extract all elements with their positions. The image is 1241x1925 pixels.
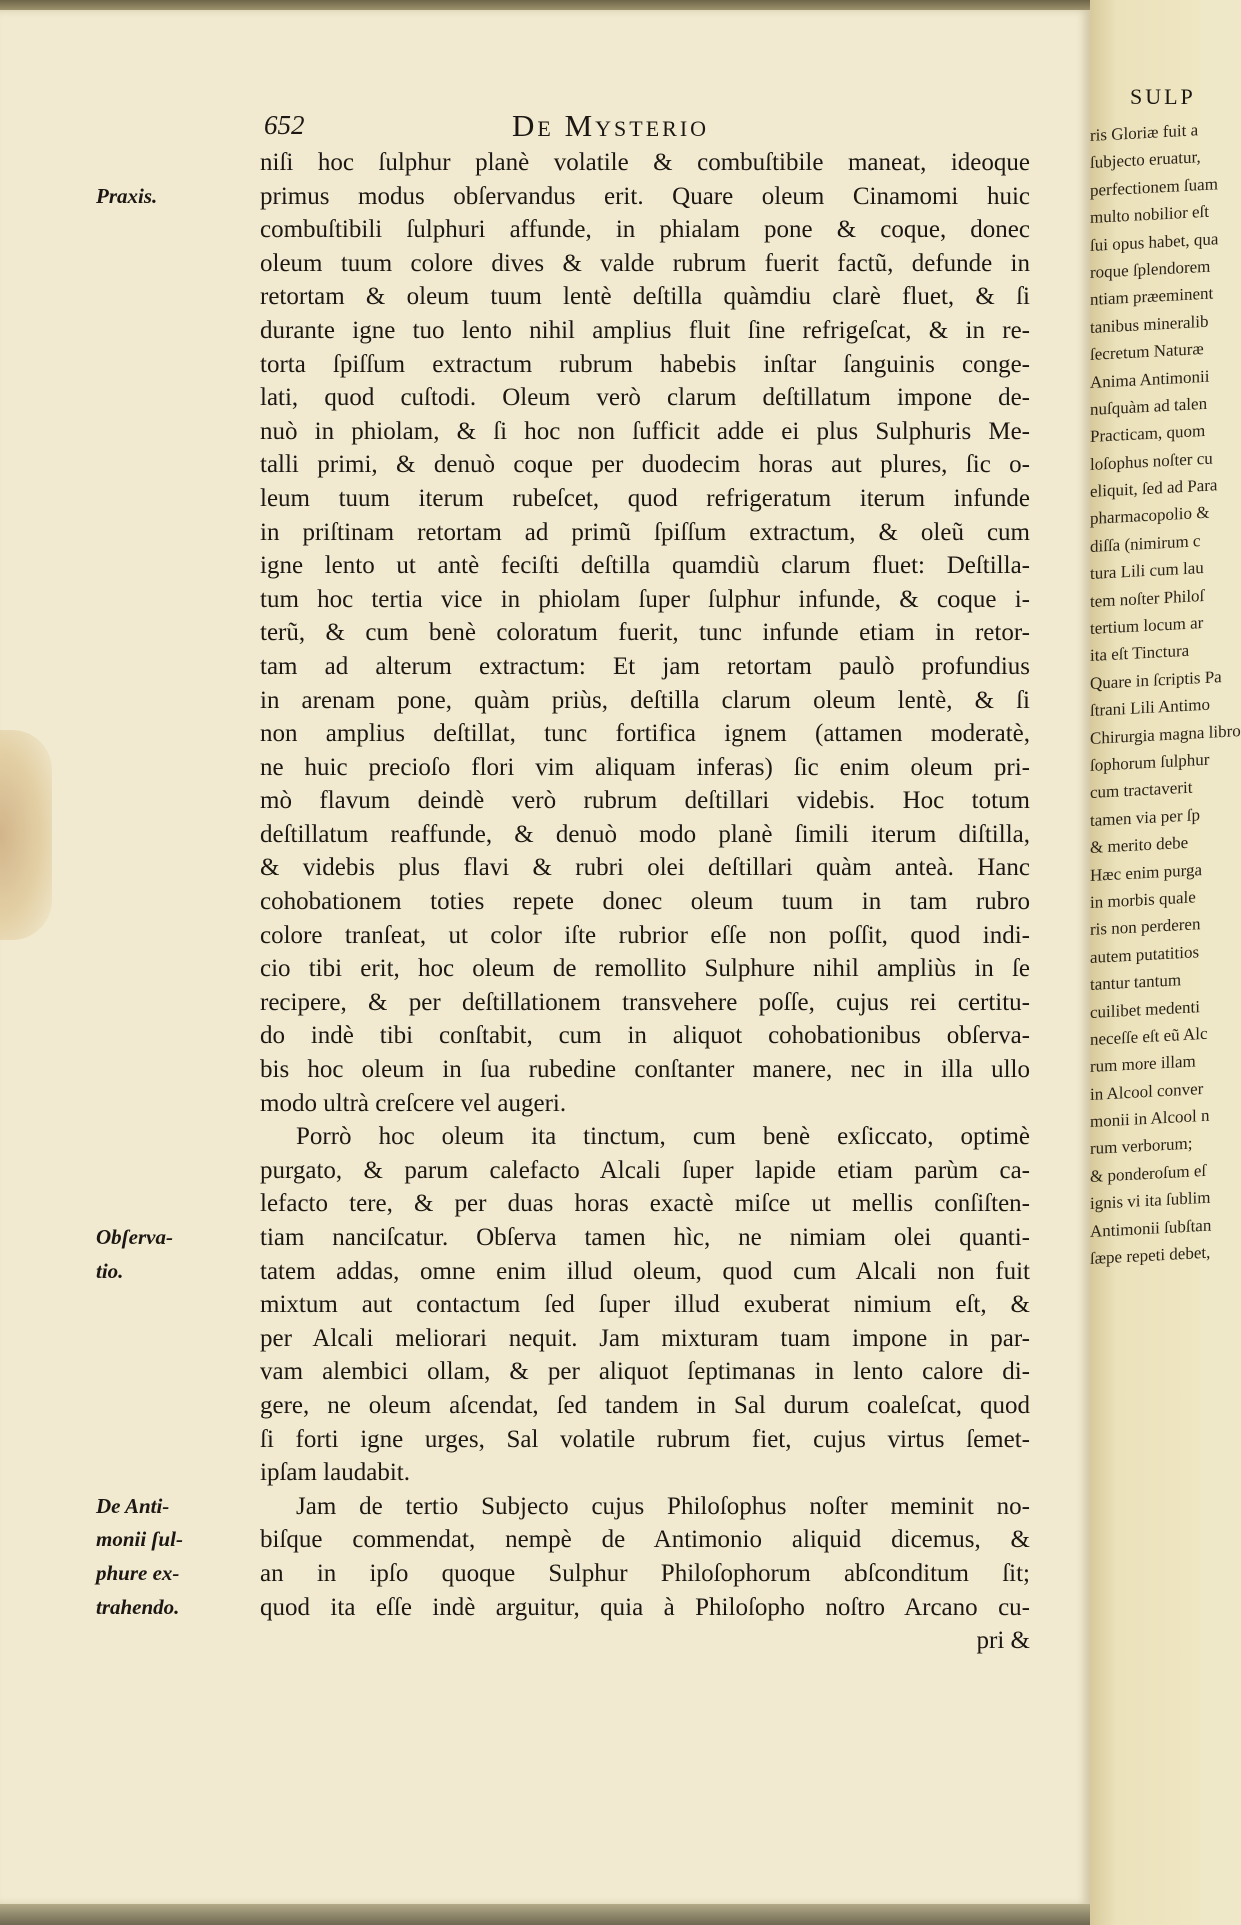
- text-line: do indè tibi conſtabit, cum in aliquot cohobationibus obſerva-: [260, 1022, 1030, 1050]
- text-row: [0, 314, 1090, 348]
- marginal-note: Praxis.: [96, 183, 158, 208]
- text-line: mixtum aut contactum ſed ſuper illud exuberat nimium eſt, &: [260, 1291, 1030, 1319]
- text-line: retortam & oleum tuum lentè deſtilla quàmdiu clarè fluet, & ſi: [260, 283, 1030, 311]
- text-row: [0, 1019, 1090, 1053]
- next-page-line: ntiam præeminent: [1090, 283, 1214, 310]
- text-line: ne huic precioſo flori vim aliquam inferas) ſic enim oleum pri-: [260, 753, 1030, 781]
- next-page-line: ris non perderen: [1090, 914, 1201, 940]
- next-page-line: roque ſplendorem: [1090, 256, 1211, 282]
- text-row: [0, 919, 1090, 953]
- next-page-line: ſubjecto eruatur,: [1090, 147, 1201, 173]
- text-row: [0, 1322, 1090, 1356]
- marginal-note: De Anti-: [96, 1493, 170, 1518]
- text-row: [0, 1221, 1090, 1255]
- next-page-line: Antimonii ſubſtan: [1090, 1215, 1212, 1241]
- text-row: [0, 616, 1090, 650]
- text-row: [0, 952, 1090, 986]
- next-page-line: tamen via per ſp: [1090, 804, 1200, 830]
- text-row: [0, 1490, 1090, 1524]
- text-row: [0, 818, 1090, 852]
- running-header: [262, 108, 1032, 144]
- next-page-line: Hæc enim purga: [1090, 859, 1203, 885]
- text-row: [0, 1087, 1090, 1121]
- text-row: [0, 885, 1090, 919]
- next-page-line: ſophorum ſulphur: [1090, 749, 1210, 775]
- text-row: [0, 1154, 1090, 1188]
- marginal-note: Obſerva-: [96, 1225, 173, 1249]
- next-page-line: cum tractaverit: [1090, 777, 1193, 803]
- next-page-line: monii in Alcool n: [1090, 1105, 1210, 1132]
- text-row: [0, 684, 1090, 718]
- next-page-line: ris Gloriæ fuit a: [1090, 120, 1199, 145]
- text-row: [0, 516, 1090, 550]
- text-line: Jam de tertio Subjecto cujus Philoſophus noſter meminit no-: [296, 1492, 1030, 1520]
- text-line: leum tuum iterum rubeſcet, quod refrigeratum iterum infunde: [260, 484, 1030, 512]
- text-line: bis hoc oleum in ſua rubedine conſtanter manere, nec in illa ullo: [260, 1056, 1030, 1084]
- text-line: lati, quod cuſtodi. Oleum verò clarum deſtillatum impone de-: [260, 384, 1030, 412]
- text-row: [0, 415, 1090, 449]
- marginal-note: monii ſul-: [96, 1527, 183, 1552]
- next-page-line: tantur tantum: [1090, 970, 1182, 995]
- text-line: vam alembici ollam, & per aliquot ſeptimanas in lento calore di-: [260, 1358, 1030, 1386]
- text-row: [0, 1355, 1090, 1389]
- text-line: tam ad alterum extractum: Et jam retortam paulò profundius: [260, 652, 1030, 680]
- next-page-line: ſui opus habet, qua: [1090, 228, 1219, 255]
- next-page-line: tura Lili cum lau: [1090, 558, 1204, 584]
- text-row: [0, 1591, 1090, 1625]
- running-title: De Mysterio: [512, 108, 710, 143]
- marginal-note: tio.: [96, 1258, 124, 1283]
- text-line: & videbis plus flavi & rubri olei deſtillari quàm anteà. Hanc: [260, 854, 1030, 882]
- next-page-line: ſecretum Naturæ: [1090, 339, 1204, 365]
- text-line: quod ita eſſe indè arguitur, quia à Philoſopho noſtro Arcano cu-: [260, 1593, 1030, 1621]
- next-page-line: diſſa (nimirum c: [1090, 531, 1201, 556]
- next-page-line: Practicam, quom: [1090, 421, 1206, 447]
- text-row: [0, 247, 1090, 281]
- body-text: [0, 146, 1090, 1658]
- next-page-edge: [1090, 0, 1241, 1925]
- next-page-line: cuilibet medenti: [1090, 996, 1200, 1022]
- text-row: [0, 482, 1090, 516]
- text-row: [0, 717, 1090, 751]
- text-line: talli primi, & denuò coque per duodecim horas aut plures, ſic o-: [260, 451, 1030, 479]
- text-line: mò flavum deindè verò rubrum deſtillari videbis. Hoc totum: [260, 787, 1030, 815]
- next-page-line: Chirurgia magna libro: [1090, 720, 1241, 748]
- next-page-line: loſophus noſter cu: [1090, 448, 1213, 474]
- text-line: in arenam pone, quàm priùs, deſtilla clarum oleum lentè, & ſi: [260, 686, 1030, 714]
- bottom-book-edge: [0, 1904, 1090, 1925]
- text-line: cohobationem toties repete donec oleum tuum in tam rubro: [260, 888, 1030, 916]
- text-row: [0, 1423, 1090, 1457]
- text-line: tum hoc tertia vice in phiolam ſuper ſulphur infunde, & coque i-: [260, 585, 1030, 613]
- text-row: [0, 1288, 1090, 1322]
- text-line: lefacto tere, & per duas horas exactè miſce ut mellis conſiſten-: [260, 1190, 1030, 1218]
- next-page-line: nuſquàm ad talen: [1090, 393, 1208, 419]
- text-row: [0, 1456, 1090, 1490]
- text-line: durante igne tuo lento nihil amplius fluit ſine refrigeſcat, & in re-: [260, 316, 1030, 344]
- next-page-line: in Alcool conver: [1090, 1078, 1204, 1104]
- text-row: [0, 851, 1090, 885]
- next-page-line: pharmacopolio &: [1090, 503, 1210, 529]
- text-line: per Alcali meliorari nequit. Jam mixturam tuam impone in par-: [260, 1324, 1030, 1352]
- text-row: [0, 381, 1090, 415]
- text-row: [0, 1557, 1090, 1591]
- text-line: igne lento ut antè feciſti deſtilla quamdiù clarum fluet: Deſtilla-: [260, 552, 1030, 580]
- next-page-line: eliquit, ſed ad Para: [1090, 475, 1218, 502]
- next-page-line: perfectionem ſuam: [1090, 174, 1218, 200]
- text-line: modo ultrà creſcere vel augeri.: [260, 1089, 567, 1117]
- text-line: an in ipſo quoque Sulphur Philoſophorum abſconditum ſit;: [260, 1559, 1030, 1587]
- text-line: recipere, & per deſtillationem transvehere poſſe, cujus rei certitu-: [260, 988, 1030, 1016]
- next-page-line: rum verborum;: [1090, 1134, 1193, 1159]
- next-page-line: multo nobilior eſt: [1090, 201, 1209, 228]
- text-row: [0, 986, 1090, 1020]
- text-row: [0, 583, 1090, 617]
- text-line: cio tibi erit, hoc oleum de remollito Sulphure nihil ampliùs in ſe: [260, 955, 1030, 983]
- text-line: in priſtinam retortam ad primũ ſpiſſum extractum, & oleũ cum: [260, 518, 1030, 546]
- text-line: combuſtibili ſulphuri affunde, in phialam pone & coque, donec: [260, 216, 1030, 244]
- text-row: [0, 1624, 1090, 1658]
- catchword: pri &: [976, 1627, 1030, 1655]
- text-line: nuò in phiolam, & ſi hoc non ſufficit adde ei plus Sulphuris Me-: [260, 417, 1030, 445]
- text-line: tiam nanciſcatur. Obſerva tamen hìc, ne nimiam olei quanti-: [260, 1224, 1030, 1251]
- next-page-text: [1090, 114, 1241, 1272]
- next-page-line: rum more illam: [1090, 1051, 1196, 1077]
- marginal-note: trahendo.: [96, 1594, 180, 1619]
- text-row: [0, 751, 1090, 785]
- page-number: 652: [264, 110, 305, 140]
- text-row: [0, 280, 1090, 314]
- text-line: ipſam laudabit.: [260, 1459, 410, 1487]
- next-page-line: & merito debe: [1090, 832, 1189, 858]
- text-line: colore tranſeat, ut color iſte rubrior eſſe non poſſit, quod indi-: [260, 921, 1030, 949]
- next-page-line: & ponderoſum eſ: [1090, 1160, 1207, 1186]
- next-page-line: Anima Antimonii: [1090, 366, 1210, 392]
- next-page-line: ſtrani Lili Antimo: [1090, 694, 1210, 721]
- next-page-header: SULP: [1130, 84, 1196, 109]
- text-row: [0, 1523, 1090, 1557]
- text-row: [0, 1120, 1090, 1154]
- text-row: [0, 1053, 1090, 1087]
- text-row: [0, 146, 1090, 180]
- next-page-line: ignis vi ita ſublim: [1090, 1187, 1211, 1214]
- marginal-note: phure ex-: [96, 1560, 180, 1585]
- text-row: [0, 549, 1090, 583]
- text-row: [0, 348, 1090, 382]
- text-line: Porrò hoc oleum ita tinctum, cum benè exſiccato, optimè: [296, 1123, 1030, 1151]
- text-row: [0, 448, 1090, 482]
- text-line: primus modus obſervandus erit. Quare oleum Cinamomi huic: [260, 182, 1030, 210]
- text-line: biſque commendat, nempè de Antimonio aliquid dicemus, &: [260, 1526, 1030, 1554]
- text-line: deſtillatum reaffunde, & denuò modo planè ſimili iterum diſtilla,: [260, 820, 1030, 848]
- text-line: oleum tuum colore dives & valde rubrum fuerit factũ, defunde in: [260, 249, 1030, 277]
- text-line: terũ, & cum benè coloratum fuerit, tunc infunde etiam in retor-: [260, 619, 1030, 647]
- text-line: torta ſpiſſum extractum rubrum habebis inſtar ſanguinis conge-: [260, 350, 1030, 378]
- text-row: [0, 784, 1090, 818]
- next-page-line: ita eſt Tinctura: [1090, 641, 1190, 666]
- text-line: gere, ne oleum aſcendat, ſed tandem in Sal durum coaleſcat, quod: [260, 1391, 1030, 1419]
- text-line: ſi forti igne urges, Sal volatile rubrum fiet, cujus virtus ſemet-: [260, 1425, 1030, 1453]
- next-page-line: tanibus mineralib: [1090, 311, 1209, 337]
- text-line: tatem addas, omne enim illud oleum, quod cum Alcali non fuit: [260, 1257, 1030, 1285]
- text-row: [0, 1389, 1090, 1423]
- text-row: [0, 180, 1090, 214]
- next-page-line: neceſſe eſt eũ Alc: [1090, 1023, 1208, 1049]
- next-page-line: in morbis quale: [1090, 887, 1196, 912]
- text-row: [0, 650, 1090, 684]
- next-page-line: tem noſter Philoſ: [1090, 585, 1205, 611]
- next-page-line: ſæpe repeti debet,: [1090, 1242, 1211, 1268]
- text-line: purgato, & parum calefacto Alcali ſuper lapide etiam parùm ca-: [260, 1156, 1030, 1184]
- text-line: non amplius deſtillat, tunc fortifica ignem (attamen moderatè,: [260, 720, 1030, 748]
- next-page-line: autem putatitios: [1090, 941, 1200, 967]
- next-page-line: Quare in ſcriptis Pa: [1090, 666, 1222, 693]
- text-row: [0, 213, 1090, 247]
- text-line: niſi hoc ſulphur planè volatile & combuſtibile maneat, ideoque: [260, 149, 1030, 176]
- text-row: [0, 1255, 1090, 1289]
- text-row: [0, 1187, 1090, 1221]
- next-page-line: tertium locum ar: [1090, 613, 1204, 638]
